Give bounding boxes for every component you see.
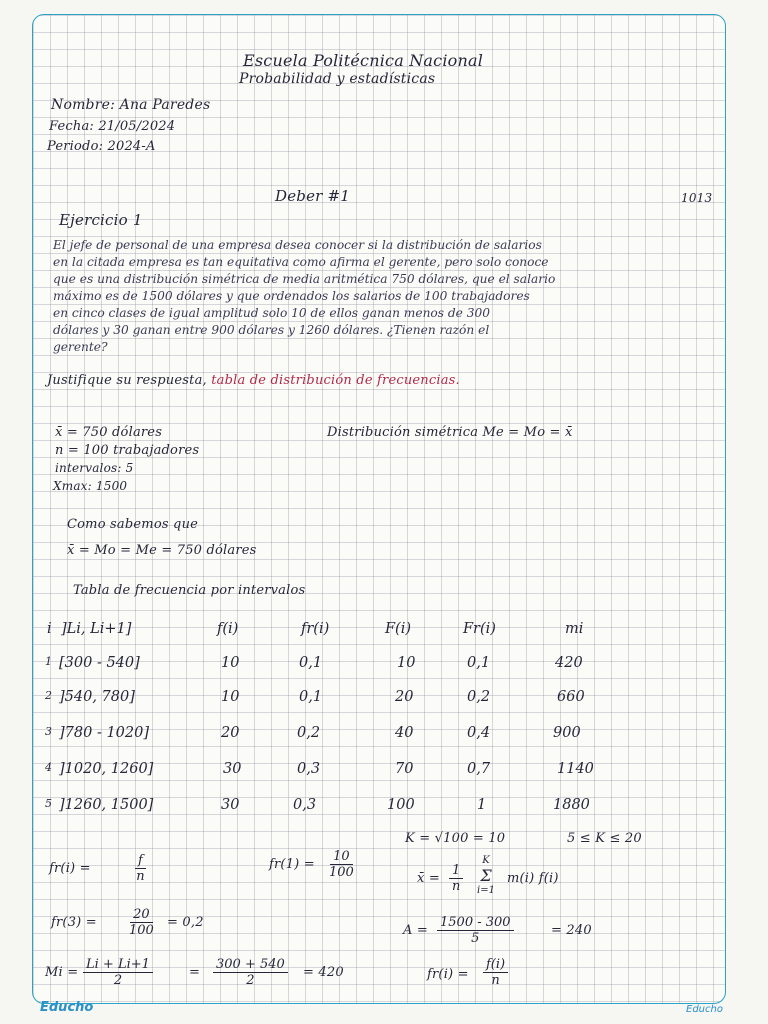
cell-mi: 900 bbox=[553, 725, 581, 741]
a-fraction bbox=[437, 915, 514, 946]
header-cell: Fr(i) bbox=[463, 621, 496, 637]
student-date: Fecha: 21/05/2024 bbox=[49, 119, 176, 134]
table-title: Tabla de frecuencia por intervalos bbox=[73, 583, 306, 598]
cell-F: 10 bbox=[397, 655, 416, 671]
cell-Fr: 1 bbox=[477, 797, 487, 813]
header-cell: ]Li, Li+1] bbox=[61, 621, 132, 637]
cell-Fr: 0,4 bbox=[467, 725, 491, 741]
header-cell: i bbox=[47, 621, 52, 637]
frel-lhs: fr(i) = bbox=[427, 967, 469, 982]
cell-Fr: 0,1 bbox=[467, 655, 491, 671]
fr-def-fraction bbox=[135, 853, 146, 884]
reasoning-since: Como sabemos que bbox=[67, 517, 199, 532]
a-rhs: = 240 bbox=[551, 923, 592, 938]
problem-line: máximo es de 1500 dólares y que ordenados los salarios de 100 trabajadores bbox=[53, 289, 530, 303]
fraction-numerator: 1 bbox=[449, 863, 463, 879]
mi-lhs: Mi = bbox=[45, 965, 79, 980]
cell-index: 1 bbox=[45, 655, 52, 668]
k-calc: K = √100 = 10 bbox=[405, 831, 506, 846]
cell-fr: 0,3 bbox=[297, 761, 321, 777]
cell-Fr: 0,7 bbox=[467, 761, 491, 777]
mean-fraction bbox=[449, 863, 463, 894]
task-prefix: Justifique su respuesta, bbox=[47, 373, 207, 388]
cell-f: 10 bbox=[221, 689, 240, 705]
given-n: n = 100 trabajadores bbox=[55, 443, 200, 458]
fr3-rhs: = 0,2 bbox=[167, 915, 204, 930]
student-period: Periodo: 2024-A bbox=[47, 139, 156, 154]
table-row bbox=[33, 797, 725, 819]
student-name: Nombre: Ana Paredes bbox=[51, 97, 211, 113]
task-instruction bbox=[47, 373, 460, 388]
header-cell: fr(i) bbox=[301, 621, 330, 637]
cell-interval: ]1260, 1500] bbox=[59, 797, 154, 813]
cell-index: 5 bbox=[45, 797, 52, 810]
cell-mi: 1880 bbox=[553, 797, 590, 813]
table-row bbox=[33, 689, 725, 711]
cell-F: 40 bbox=[395, 725, 414, 741]
sum-lower: i=1 bbox=[477, 885, 495, 896]
mi-rhs: = 420 bbox=[303, 965, 344, 980]
fraction-numerator: f(i) bbox=[483, 957, 508, 973]
a-lhs: A = bbox=[403, 923, 429, 938]
cell-fr: 0,1 bbox=[299, 689, 323, 705]
fr3-lhs: fr(3) = bbox=[51, 915, 97, 930]
cell-F: 100 bbox=[387, 797, 415, 813]
fraction-numerator: Li + Li+1 bbox=[83, 957, 153, 973]
mean-summation bbox=[477, 855, 495, 896]
cell-F: 70 bbox=[395, 761, 414, 777]
table-row bbox=[33, 655, 725, 677]
cell-mi: 1140 bbox=[557, 761, 594, 777]
table-row bbox=[33, 761, 725, 783]
k-range: 5 ≤ K ≤ 20 bbox=[567, 831, 642, 846]
task-highlight: tabla de distribución de frecuencias. bbox=[211, 373, 460, 388]
mean-lhs: x̄ = bbox=[417, 871, 440, 886]
table-header bbox=[33, 621, 725, 643]
frel-fraction bbox=[483, 957, 508, 988]
cell-mi: 420 bbox=[555, 655, 583, 671]
cell-f: 20 bbox=[221, 725, 240, 741]
cell-index: 2 bbox=[45, 689, 52, 702]
cell-f: 10 bbox=[221, 655, 240, 671]
fraction-numerator: f bbox=[135, 853, 146, 869]
cell-Fr: 0,2 bbox=[467, 689, 491, 705]
school-name: Escuela Politécnica Nacional bbox=[243, 51, 484, 70]
cell-f: 30 bbox=[223, 761, 242, 777]
problem-line: en cinco clases de igual amplitud solo 10 de ellos ganan menos de 300 bbox=[53, 306, 491, 320]
given-intervals: intervalos: 5 bbox=[55, 461, 134, 475]
fraction-denominator: 5 bbox=[471, 931, 480, 946]
fraction-denominator: 100 bbox=[329, 865, 354, 880]
cell-fr: 0,2 bbox=[297, 725, 321, 741]
problem-line: gerente? bbox=[53, 340, 108, 354]
fr3-fraction bbox=[129, 907, 154, 938]
brand-logo-right: Educho bbox=[686, 1004, 723, 1015]
fraction-numerator: 1500 - 300 bbox=[437, 915, 514, 931]
problem-line: El jefe de personal de una empresa desea conocer si la distribución de salarios bbox=[53, 238, 542, 252]
sum-sigma: Σ bbox=[480, 866, 492, 885]
given-symmetric: Distribución simétrica Me = Mo = x̄ bbox=[327, 425, 573, 440]
cell-interval: ]780 - 1020] bbox=[59, 725, 150, 741]
fr1-fraction bbox=[329, 849, 354, 880]
problem-line: que es una distribución simétrica de media aritmética 750 dólares, que el salario bbox=[53, 272, 556, 286]
reasoning-equality: x̄ = Mo = Me = 750 dólares bbox=[67, 543, 257, 558]
cell-mi: 660 bbox=[557, 689, 585, 705]
assignment-title: Deber #1 bbox=[275, 187, 351, 205]
problem-statement bbox=[53, 237, 713, 356]
brand-logo-left: Educho bbox=[40, 1000, 94, 1015]
sum-upper: K bbox=[482, 855, 490, 866]
fraction-denominator: 2 bbox=[246, 973, 255, 988]
cell-index: 3 bbox=[45, 725, 52, 738]
given-xmax: Xmax: 1500 bbox=[53, 479, 128, 493]
mean-rhs: m(i) f(i) bbox=[507, 871, 559, 886]
mi-fraction bbox=[83, 957, 153, 988]
mi-fraction-values bbox=[213, 957, 288, 988]
problem-line: en la citada empresa es tan equitativa como afirma el gerente, pero solo conoce bbox=[53, 255, 549, 269]
cell-fr: 0,3 bbox=[293, 797, 317, 813]
cell-f: 30 bbox=[221, 797, 240, 813]
fraction-denominator: n bbox=[491, 973, 500, 988]
fraction-denominator: n bbox=[136, 869, 145, 884]
given-mean: x̄ = 750 dólares bbox=[55, 425, 163, 440]
cell-interval: ]540, 780] bbox=[59, 689, 135, 705]
problem-line: dólares y 30 ganan entre 900 dólares y 1260 dólares. ¿Tienen razón el bbox=[53, 323, 490, 337]
fr-def-lhs: fr(i) = bbox=[49, 861, 91, 876]
table-row bbox=[33, 725, 725, 747]
fraction-denominator: n bbox=[451, 879, 461, 894]
cell-fr: 0,1 bbox=[299, 655, 323, 671]
cell-interval: ]1020, 1260] bbox=[59, 761, 154, 777]
fraction-denominator: 100 bbox=[129, 923, 154, 938]
header-cell: F(i) bbox=[385, 621, 412, 637]
fraction-numerator: 10 bbox=[330, 849, 353, 865]
header-cell: f(i) bbox=[217, 621, 239, 637]
page-number: 1013 bbox=[681, 191, 713, 205]
cell-index: 4 bbox=[45, 761, 52, 774]
notebook-page bbox=[32, 14, 726, 1004]
fraction-numerator: 20 bbox=[130, 907, 153, 923]
cell-interval: [300 - 540] bbox=[59, 655, 140, 671]
header-cell: mi bbox=[565, 621, 584, 637]
mi-equals: = bbox=[189, 965, 201, 980]
fraction-denominator: 2 bbox=[113, 973, 123, 988]
fr1-lhs: fr(1) = bbox=[269, 857, 315, 872]
exercise-title: Ejercicio 1 bbox=[59, 211, 143, 229]
fraction-numerator: 300 + 540 bbox=[213, 957, 288, 973]
subject-name: Probabilidad y estadísticas bbox=[239, 71, 436, 87]
cell-F: 20 bbox=[395, 689, 414, 705]
